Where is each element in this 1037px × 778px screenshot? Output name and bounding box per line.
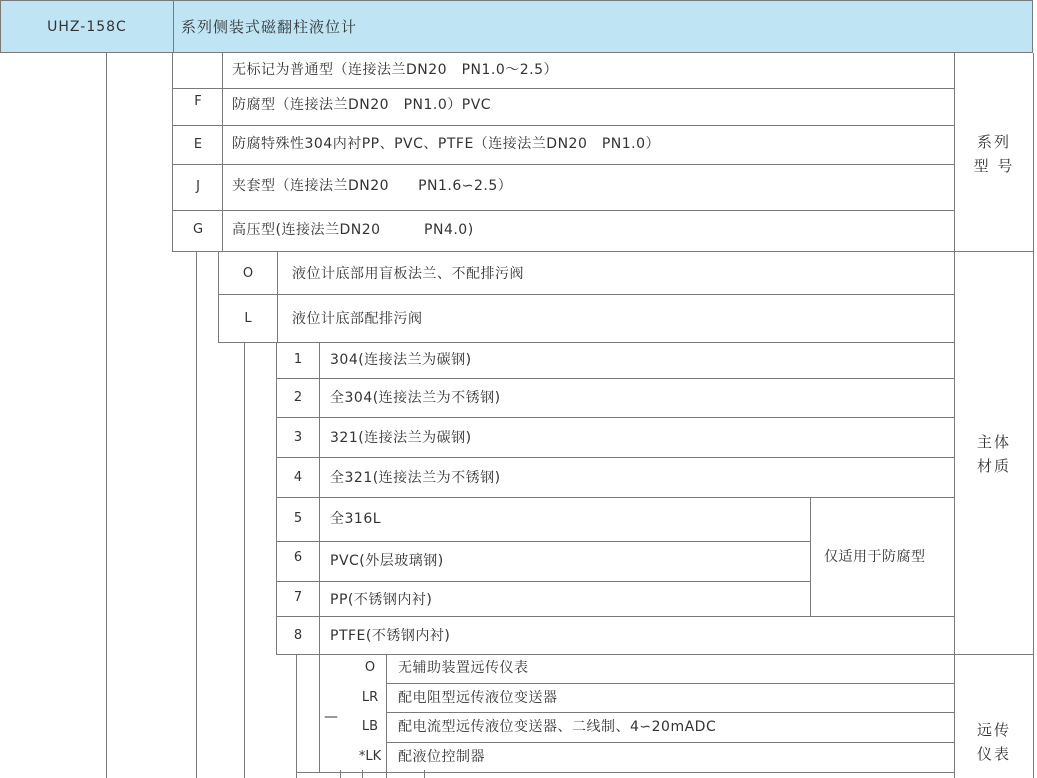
remote-code-lk: *LK: [358, 749, 382, 764]
grid-line: [172, 125, 954, 126]
material-code-2: 2: [293, 390, 303, 405]
material-option-full-304: 全304(连接法兰为不锈钢): [330, 390, 501, 406]
remote-option-current: 配电流型远传液位变送器、二线制、4∽20mADC: [398, 719, 717, 735]
grid-line: [319, 342, 320, 655]
grid-line: [386, 742, 954, 743]
grid-line: [954, 251, 1034, 252]
grid-line: [196, 251, 197, 778]
product-header: [0, 0, 1033, 53]
series-title: 系列侧装式磁翻柱液位计: [181, 18, 358, 36]
grid-line: [277, 251, 278, 343]
series-code-e: E: [193, 137, 203, 152]
grid-line: [172, 251, 954, 252]
series-option-jacketed: 夹套型（连接法兰DN20 PN1.6∽2.5）: [232, 178, 513, 194]
grid-line: [276, 497, 954, 498]
grid-line: [218, 342, 954, 343]
grid-line: [296, 772, 954, 773]
grid-line: [1033, 53, 1034, 778]
grid-line: [386, 712, 954, 713]
grid-line: [276, 417, 954, 418]
grid-line: [172, 88, 954, 89]
grid-line: [810, 497, 811, 617]
grid-line: [244, 342, 245, 778]
material-code-8: 8: [293, 628, 303, 643]
category-series-type: 系列 型 号: [973, 133, 1015, 175]
grid-line: [218, 294, 954, 295]
remote-dash: —: [324, 709, 339, 725]
grid-line: [276, 342, 277, 655]
material-code-4: 4: [293, 470, 303, 485]
material-code-1: 1: [293, 352, 303, 367]
material-option-pp: PP(不锈钢内衬): [330, 592, 433, 608]
category-body-material: 主体 材质: [976, 433, 1011, 475]
grid-line: [172, 53, 173, 252]
series-option-anticorrosion: 防腐型（连接法兰DN20 PN1.0）PVC: [232, 97, 492, 113]
remote-option-controller: 配液位控制器: [398, 749, 485, 765]
remote-code-lr: LR: [361, 690, 379, 705]
series-option-standard: 无标记为普通型（连接法兰DN20 PN1.0～2.5）: [232, 62, 559, 78]
grid-line: [386, 683, 954, 684]
grid-line: [276, 616, 954, 617]
series-option-high-pressure: 高压型(连接法兰DN20 PN4.0): [232, 222, 474, 238]
material-code-5: 5: [293, 511, 303, 526]
material-code-3: 3: [293, 430, 303, 445]
bottom-option-drain-valve: 液位计底部配排污阀: [292, 311, 423, 327]
material-option-321: 321(连接法兰为碳钢): [330, 430, 472, 446]
remote-option-resistance: 配电阻型远传液位变送器: [398, 690, 558, 706]
series-option-special-lining: 防腐特殊性304内衬PP、PVC、PTFE（连接法兰DN20 PN1.0）: [232, 136, 661, 152]
grid-line: [276, 541, 810, 542]
series-code-j: J: [196, 179, 200, 194]
remote-code-lb: LB: [361, 719, 379, 734]
material-code-6: 6: [293, 550, 303, 565]
grid-line: [319, 654, 320, 772]
grid-line: [276, 378, 954, 379]
category-remote-instrument: 远传 仪表: [976, 721, 1011, 763]
series-code-f: F: [194, 94, 202, 109]
grid-line: [276, 654, 954, 655]
grid-line: [296, 654, 297, 778]
grid-line: [106, 53, 107, 778]
material-code-7: 7: [293, 590, 303, 605]
grid-line: [172, 210, 954, 211]
model-code: UHZ-158C: [1, 1, 174, 52]
material-option-ptfe: PTFE(不锈钢内衬): [330, 628, 451, 644]
grid-line: [172, 164, 954, 165]
material-option-full-321: 全321(连接法兰为不锈钢): [330, 470, 501, 486]
grid-line: [222, 53, 223, 252]
remote-option-none: 无辅助装置远传仪表: [398, 660, 529, 676]
grid-line: [218, 251, 219, 343]
remote-code-o: O: [364, 660, 376, 675]
grid-line: [954, 654, 1034, 655]
grid-line: [276, 581, 810, 582]
anticorrosion-only-note: 仅适用于防腐型: [824, 549, 926, 565]
material-option-pvc: PVC(外层玻璃钢): [330, 553, 444, 569]
bottom-option-blind-flange: 液位计底部用盲板法兰、不配排污阀: [292, 266, 524, 282]
bottom-code-o: O: [242, 266, 254, 281]
bottom-code-l: L: [244, 311, 252, 326]
material-option-304: 304(连接法兰为碳钢): [330, 352, 472, 368]
material-option-316l: 全316L: [330, 511, 382, 527]
series-code-g: G: [192, 222, 204, 237]
grid-line: [276, 457, 954, 458]
